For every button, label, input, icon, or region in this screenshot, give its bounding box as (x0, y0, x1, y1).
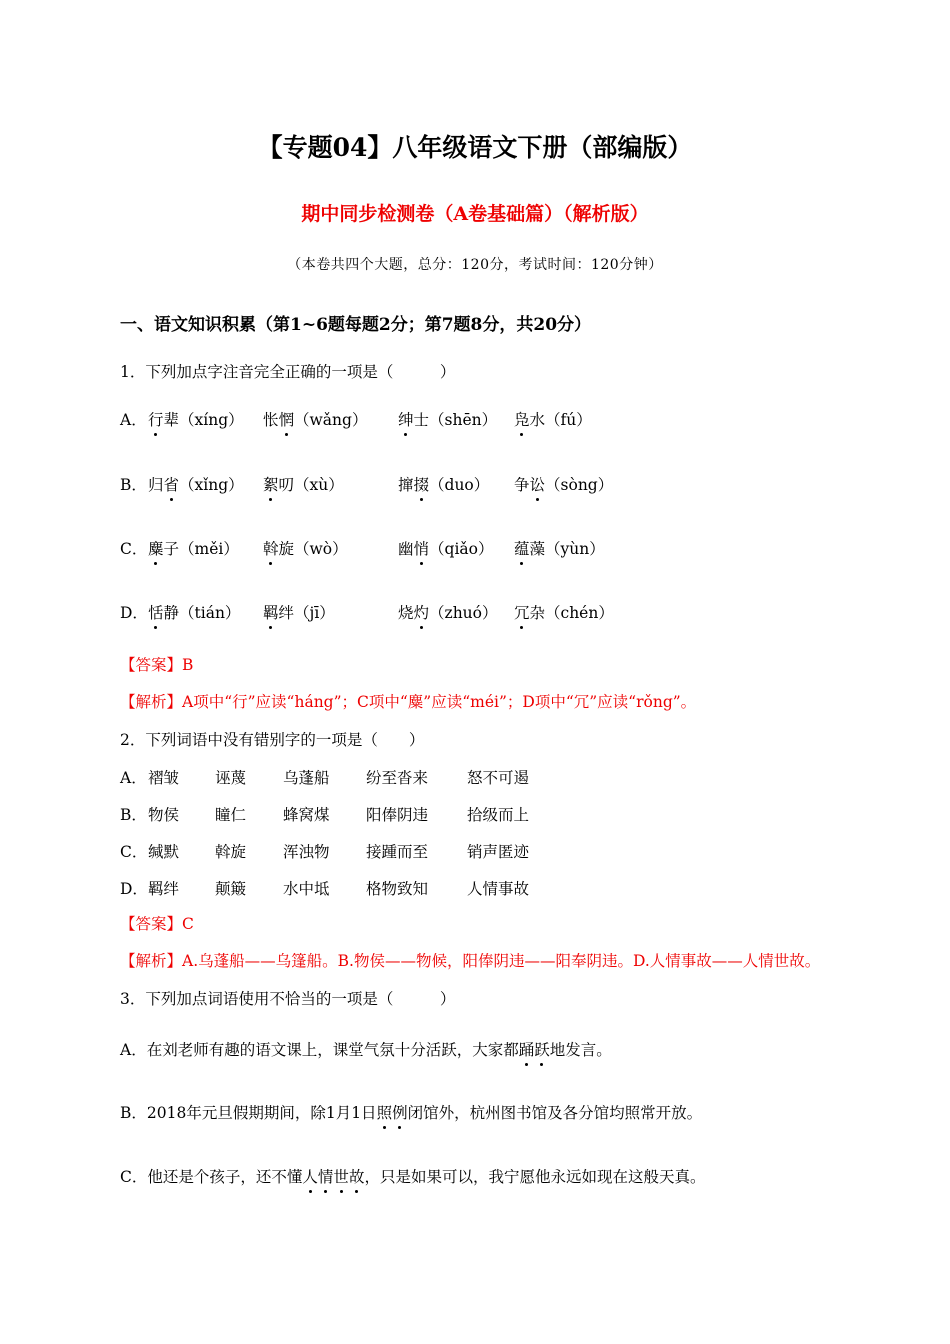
option-word: 蜂窝煤 (283, 806, 330, 824)
sentence-text: 他还是个孩子，还不懂 (147, 1168, 303, 1186)
option-label: A． (120, 769, 147, 787)
option-label: B． (120, 1104, 147, 1122)
item-pinyin: （qiǎo） (429, 540, 494, 558)
dotted-char: 跃 (534, 1038, 550, 1060)
option-item (398, 473, 489, 495)
item-pinyin: 绊（jī） (278, 604, 335, 622)
option-word: 阳俸阴违 (366, 806, 429, 824)
dotted-char: 情 (318, 1165, 334, 1187)
dotted-char: 斡 (263, 537, 279, 559)
question-stem: 下列加点字注音完全正确的一项是（ ） (145, 363, 456, 381)
sentence-text: 闭馆外，杭州图书馆及各分馆均照常开放。 (407, 1104, 703, 1122)
dotted-char: 麋 (148, 537, 164, 559)
option-label: D． (120, 604, 148, 622)
item-text: 怅 (263, 411, 279, 429)
item-text: 争 (514, 476, 530, 494)
item-pinyin: 叨（xù） (278, 476, 344, 494)
option-label: B． (120, 806, 147, 824)
option-word: 格物致知 (366, 880, 429, 898)
dotted-char: 人 (302, 1165, 318, 1187)
dotted-char: 行 (148, 408, 164, 430)
dotted-char: 絮 (263, 473, 279, 495)
option-word: 接踵而至 (366, 843, 429, 861)
option-item (148, 601, 240, 623)
option-sentence (120, 1165, 705, 1187)
option-item (263, 408, 367, 430)
option-word: 斡旋 (215, 843, 247, 861)
item-pinyin: 旋（wò） (278, 540, 348, 558)
option-item (398, 408, 497, 430)
option-word: 销声匿迹 (467, 843, 530, 861)
question-stem: 下列加点词语使用不恰当的一项是（ ） (145, 990, 456, 1008)
dotted-char: 掇 (414, 473, 430, 495)
sentence-text: ，只是如果可以，我宁愿他永远如现在这般天真。 (364, 1168, 706, 1186)
option-label: C． (120, 1168, 148, 1186)
option-label: C． (120, 843, 148, 861)
dotted-char: 讼 (530, 473, 546, 495)
sentence-text: 2018年元旦假期期间，除1月1日 (146, 1104, 377, 1122)
option-item (263, 601, 335, 623)
option-word: 纷至沓来 (366, 769, 429, 787)
dotted-char: 蕴 (514, 537, 530, 559)
option-label: A． (120, 1041, 147, 1059)
item-pinyin: 水（fú） (529, 411, 592, 429)
option-word: 拾级而上 (467, 806, 530, 824)
question-number: 3． (120, 990, 146, 1008)
option-item (263, 473, 344, 495)
dotted-char: 灼 (414, 601, 430, 623)
question-number: 1． (120, 363, 146, 381)
item-pinyin: 辈（xíng） (163, 411, 244, 429)
page-subtitle: 期中同步检测卷（A卷基础篇）（解析版） (301, 203, 649, 225)
option-item (514, 537, 605, 559)
item-pinyin: （zhuó） (429, 604, 498, 622)
option-word: 褶皱 (148, 769, 180, 787)
option-label: C． (120, 540, 148, 558)
item-text: 归 (148, 476, 164, 494)
question-2 (120, 728, 424, 750)
option-word: 颠簸 (215, 880, 247, 898)
option-word: 怒不可遏 (467, 769, 530, 787)
exam-note: （本卷共四个大题，总分：120分，考试时间：120分钟） (287, 257, 663, 273)
option-item (148, 537, 239, 559)
option-word: 羁绊 (148, 880, 180, 898)
option-word: 物侯 (148, 806, 180, 824)
option-label: A． (120, 411, 147, 429)
sentence-text: 在刘老师有趣的语文课上，课堂气氛十分活跃，大家都 (146, 1041, 519, 1059)
option-word: 缄默 (148, 843, 180, 861)
dotted-char: 恬 (148, 601, 164, 623)
item-pinyin: 藻（yùn） (529, 540, 605, 558)
analysis-text: 【解析】A项中“行”应读“háng”；C项中“麋”应读“méi”；D项中“冗”应读“rǒng”。 (120, 693, 697, 711)
item-pinyin: （xǐng） (179, 476, 244, 494)
option-item (514, 601, 614, 623)
option-word: 乌蓬船 (283, 769, 330, 787)
option-word: 水中坻 (283, 880, 330, 898)
sentence-text: 地发言。 (549, 1041, 612, 1059)
option-word: 浑浊物 (283, 843, 330, 861)
question-number: 2． (120, 731, 146, 749)
page-title: 【专题04】八年级语文下册（部编版） (257, 133, 693, 162)
question-stem: 下列词语中没有错别字的一项是（ ） (145, 731, 425, 749)
item-pinyin: 静（tián） (163, 604, 241, 622)
option-item (148, 473, 244, 495)
answer-label: 【答案】B (120, 656, 194, 674)
dotted-char: 羁 (263, 601, 279, 623)
answer-label: 【答案】C (120, 915, 194, 933)
option-item (148, 408, 244, 430)
option-sentence (120, 1038, 612, 1060)
section-heading: 一、语文知识积累（第1~6题每题2分；第7题8分，共20分） (120, 315, 592, 335)
option-label: B． (120, 476, 147, 494)
option-item (398, 537, 493, 559)
analysis-text: 【解析】A.乌蓬船——乌篷船。B.物侯——物候，阳俸阴违——阳奉阴违。D.人情事故——人情世故。 (120, 952, 821, 970)
dotted-char: 省 (164, 473, 180, 495)
item-pinyin: 子（měi） (163, 540, 239, 558)
option-item (263, 537, 348, 559)
option-word: 瞳仁 (215, 806, 247, 824)
question-1 (120, 360, 455, 382)
dotted-char: 照 (377, 1101, 393, 1123)
dotted-char: 惘 (279, 408, 295, 430)
dotted-char: 故 (349, 1165, 365, 1187)
dotted-char: 绅 (398, 408, 414, 430)
question-3 (120, 987, 455, 1009)
item-pinyin: 士（shēn） (413, 411, 498, 429)
option-label: D． (120, 880, 148, 898)
item-text: 幽 (398, 540, 414, 558)
option-item (398, 601, 498, 623)
option-item (514, 473, 613, 495)
dotted-char: 世 (333, 1165, 349, 1187)
item-pinyin: （sòng） (545, 476, 614, 494)
dotted-char: 悄 (414, 537, 430, 559)
option-word: 人情事故 (467, 880, 530, 898)
dotted-char: 踊 (519, 1038, 535, 1060)
option-word: 诬蔑 (215, 769, 247, 787)
dotted-char: 冗 (514, 601, 530, 623)
dotted-char: 例 (392, 1101, 408, 1123)
item-pinyin: （wǎng） (294, 411, 368, 429)
dotted-char: 凫 (514, 408, 530, 430)
option-item (514, 408, 592, 430)
item-pinyin: （duo） (429, 476, 490, 494)
item-text: 撺 (398, 476, 414, 494)
item-text: 烧 (398, 604, 414, 622)
item-pinyin: 杂（chén） (529, 604, 614, 622)
option-sentence (120, 1101, 702, 1123)
